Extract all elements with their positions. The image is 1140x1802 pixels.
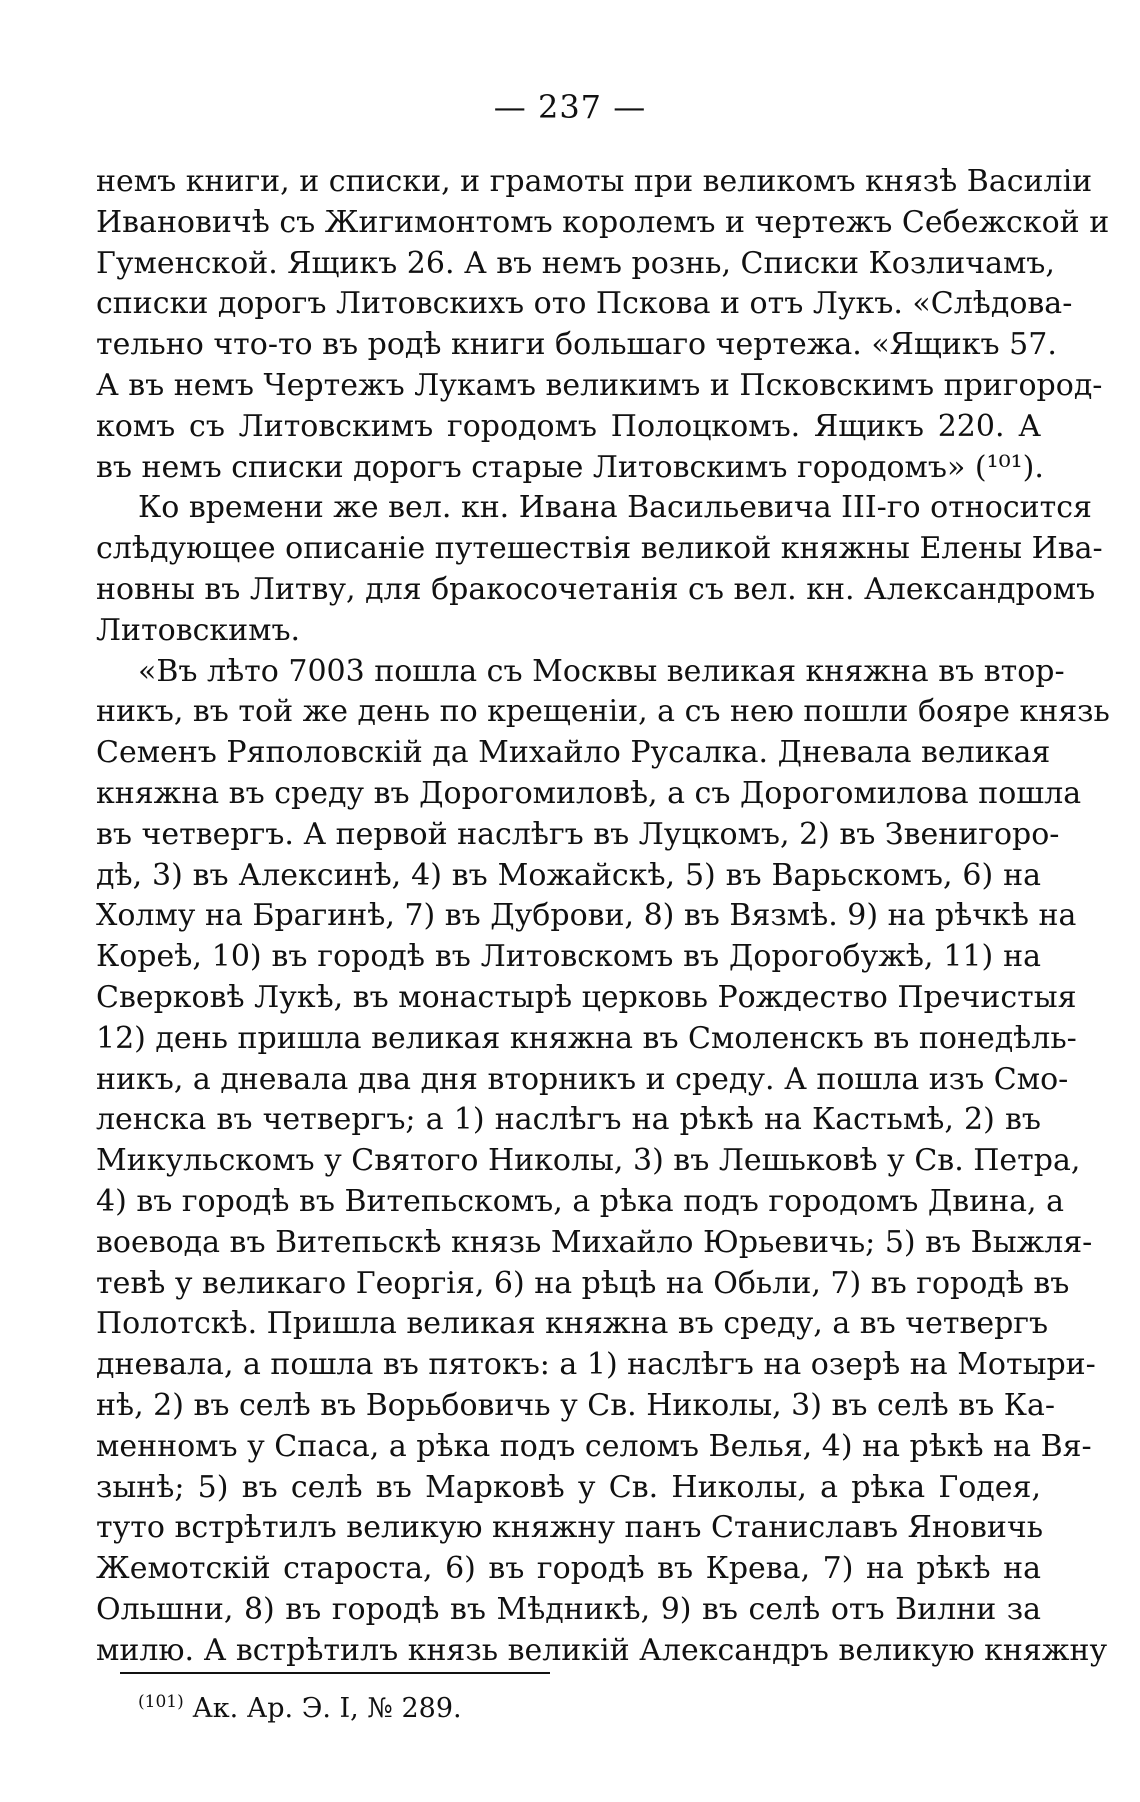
text-line: зынѣ; 5) въ селѣ въ Марковѣ у Св. Николы, а рѣка Годея, — [96, 1469, 1041, 1505]
footnote-divider — [120, 1672, 550, 1674]
text-line: Семенъ Ряполовскій да Михайло Русалка. Дневала великая — [96, 735, 1051, 771]
text-line: ленска въ четвергъ; а 1) наслѣгъ на рѣкѣ на Кастьмѣ, 2) въ — [96, 1102, 1041, 1138]
footnote-mark: (101) — [138, 1692, 184, 1712]
text-line: Ольшни, 8) въ городѣ въ Мѣдникѣ, 9) въ селѣ отъ Вилни за — [96, 1591, 1041, 1627]
text-line: Кореѣ, 10) въ городѣ въ Литовскомъ въ Дорогобужѣ, 11) на — [96, 939, 1041, 975]
text-line: Жемотскій староста, 6) въ городѣ въ Крева, 7) на рѣкѣ на — [96, 1551, 1041, 1587]
text-line: дѣ, 3) въ Алексинѣ, 4) въ Можайскѣ, 5) въ Варьскомъ, 6) на — [96, 857, 1041, 893]
text-line: туто встрѣтилъ великую княжну панъ Станиславъ Яновичь — [96, 1510, 1044, 1546]
text-line: Сверковѣ Лукѣ, въ монастырѣ церковь Рождество Пречистыя — [96, 979, 1077, 1015]
text-line: тевѣ у великаго Георгія, 6) на рѣцѣ на Обьли, 7) въ городѣ въ — [96, 1265, 1070, 1301]
paragraph-3 — [96, 652, 1110, 1672]
text-line: новны въ Литву, для бракосочетанія съ вел. кн. Александромъ — [96, 571, 1096, 607]
text-line: воевода въ Витепьскѣ князь Михайло Юрьевичь; 5) въ Выжля- — [96, 1224, 1093, 1260]
text-line: тельно что-то въ родѣ книги большаго чертежа. «Ящикъ 57. — [96, 327, 1057, 363]
text-line: слѣдующее описаніе путешествія великой княжны Елены Ива- — [96, 531, 1103, 567]
text-line: княжна въ среду въ Дорогомиловѣ, а съ Дорогомилова пошла — [96, 775, 1082, 811]
text-line: 12) день пришла великая княжна въ Смоленскъ въ понедѣль- — [96, 1020, 1077, 1056]
text-line: А въ немъ Чертежъ Лукамъ великимъ и Псковскимъ пригород- — [96, 367, 1103, 403]
text-line: въ четвергъ. А первой наслѣгъ въ Луцкомъ, 2) въ Звенигоро- — [96, 816, 1060, 852]
text-line: немъ книги, и списки, и грамоты при великомъ князѣ Василіи — [96, 164, 1093, 199]
text-line: комъ съ Литовскимъ городомъ Полоцкомъ. Ящикъ 220. А — [96, 408, 1041, 444]
text-line: Гуменской. Ящикъ 26. А въ немъ рознь, Списки Козличамъ, — [96, 245, 1055, 281]
text-line: Ко времени же вел. кн. Ивана Васильевича III-го относится — [138, 490, 1092, 526]
body-text — [96, 162, 1110, 1671]
paragraph-2 — [96, 488, 1103, 651]
page-number: — 237 — — [493, 88, 647, 126]
footnote — [138, 1692, 462, 1724]
text-line: списки дорогъ Литовскихъ ото Пскова и отъ Лукъ. «Слѣдова- — [96, 286, 1073, 322]
text-line: Холму на Брагинѣ, 7) въ Дуброви, 8) въ Вязмѣ. 9) на рѣчкѣ на — [96, 898, 1077, 934]
text-line: Литовскимъ. — [96, 612, 301, 648]
text-line: дневала, а пошла въ пятокъ: а 1) наслѣгъ на озерѣ на Мотыри- — [96, 1347, 1096, 1383]
text-line: менномъ у Спаса, а рѣка подъ селомъ Велья, 4) на рѣкѣ на Вя- — [96, 1428, 1092, 1464]
text-line: въ немъ списки дорогъ старые Литовскимъ городомъ» (¹⁰¹). — [96, 449, 1044, 485]
footnote-text: Ак. Ар. Э. I, № 289. — [192, 1693, 462, 1724]
text-line: милю. А встрѣтилъ князь великій Александръ великую княжну — [96, 1632, 1108, 1668]
text-line: никъ, въ той же день по крещеніи, а съ нею пошли бояре князь — [96, 694, 1110, 730]
text-line: нѣ, 2) въ селѣ въ Ворьбовичь у Св. Николы, 3) въ селѣ въ Ка- — [96, 1387, 1056, 1423]
text-line: 4) въ городѣ въ Витепьскомъ, а рѣка подъ городомъ Двина, а — [96, 1183, 1065, 1219]
paragraph-1 — [96, 162, 1110, 488]
text-line: Микульскомъ у Святого Николы, 3) въ Лешьковѣ у Св. Петра, — [96, 1143, 1081, 1179]
text-line: Ивановичѣ съ Жигимонтомъ королемъ и чертежъ Себежской и — [96, 204, 1110, 240]
text-line: «Въ лѣто 7003 пошла съ Москвы великая княжна въ втор- — [138, 653, 1065, 689]
text-line: никъ, а дневала два дня вторникъ и среду. А пошла изъ Смо- — [96, 1061, 1069, 1097]
text-line: Полотскѣ. Пришла великая княжна въ среду, а въ четвергъ — [96, 1306, 1049, 1342]
